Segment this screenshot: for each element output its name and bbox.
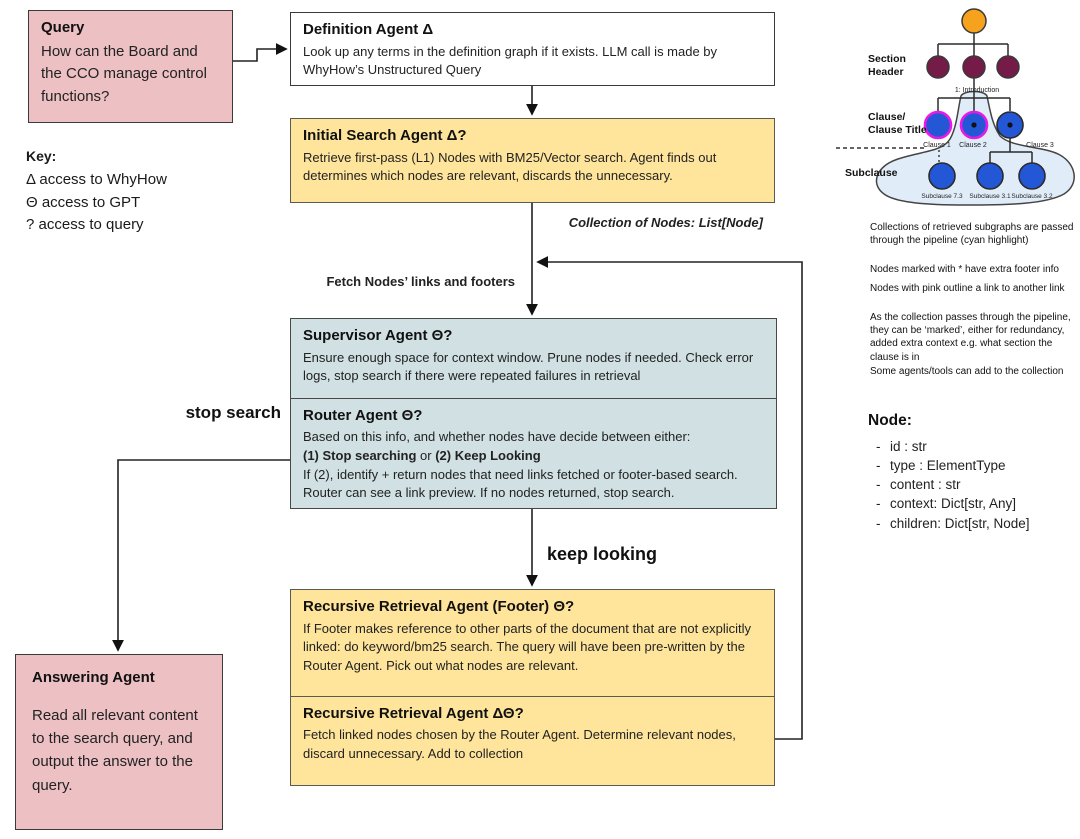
note-pink-outline: Nodes with pink outline a link to another link xyxy=(870,283,1065,294)
key-item-gpt: Θ access to GPT xyxy=(26,193,141,211)
root-node xyxy=(962,9,986,33)
note-agents-add: Some agents/tools can add to the collection xyxy=(870,366,1064,377)
recursive-retrieval-delta-body: Fetch linked nodes chosen by the Router Agent. Determine relevant nodes, discard unnecessary. Add to collection xyxy=(303,727,736,761)
collection-of-nodes-label: Collection of Nodes: List[Node] xyxy=(568,215,763,230)
tree-level-label-subclause: Subclause xyxy=(845,167,898,179)
subclause-node-2 xyxy=(977,163,1003,189)
initial-search-agent-box xyxy=(290,118,775,203)
key-item-query: ? access to query xyxy=(26,216,144,233)
router-agent-options xyxy=(303,447,764,466)
node-field-context-text: context: Dict[str, Any] xyxy=(890,496,1017,512)
router-agent-line1: Based on this info, and whether nodes have decide between either: xyxy=(303,429,691,445)
section-header-node-3 xyxy=(997,56,1019,78)
answering-agent-box xyxy=(15,654,223,830)
section-header-node-1 xyxy=(927,56,949,78)
recursive-retrieval-footer-title: Recursive Retrieval Agent (Footer) Θ? xyxy=(303,598,575,615)
clause-node-2-star-mark xyxy=(971,122,976,127)
supervisor-agent-box xyxy=(290,318,777,399)
initial-search-agent-title: Initial Search Agent Δ? xyxy=(303,127,467,144)
initial-search-agent-body: Retrieve first-pass (L1) Nodes with BM25/Vector search. Agent finds out determines which nodes are relevant, discards the unnecessary. xyxy=(303,149,717,184)
router-option-stop: (1) Stop searching xyxy=(303,447,417,463)
node-field-content xyxy=(868,475,1068,494)
fetch-links-label: Fetch Nodes’ links and footers xyxy=(326,274,515,289)
clause-node-3-star-mark xyxy=(1007,122,1012,127)
keep-looking-label: keep looking xyxy=(547,544,658,564)
node-field-type xyxy=(868,456,1068,475)
bullet-dash: - xyxy=(876,439,881,454)
node-field-context xyxy=(868,494,1068,513)
clause-1-label: Clause 1 xyxy=(923,142,951,149)
note-collections: Collections of retrieved subgraphs are passed through the pipeline (cyan highlight) xyxy=(870,222,1074,247)
subclause-2-label: Subclause 3.1 xyxy=(969,193,1011,200)
arrow-stop-search xyxy=(118,460,290,650)
tree-link-root-sections xyxy=(938,33,1008,56)
answering-agent-title: Answering Agent xyxy=(32,669,155,686)
supervisor-agent-body: Ensure enough space for context window. Prune nodes if needed. Check error logs, stop search if there were repeated failures in retrieval xyxy=(303,349,754,384)
tree-level-label-section-2: Header xyxy=(868,66,904,78)
node-field-id-text: id : str xyxy=(890,439,927,454)
node-field-children xyxy=(868,514,1068,533)
definition-agent-box xyxy=(290,12,775,86)
note-marked-context: As the collection passes through the pipeline, they can be ‘marked’, either for redundancy, added extra context e.g. what section the clause is in xyxy=(870,312,1071,363)
bullet-dash: - xyxy=(876,477,881,493)
tree-link-sections-clauses xyxy=(938,78,1010,111)
tree-level-label-section-1: Section xyxy=(868,53,906,65)
query-title: Query xyxy=(41,19,85,36)
router-agent-title: Router Agent Θ? xyxy=(303,406,423,424)
router-agent-line3: If (2), identify + return nodes that need links fetched or footer-based search. Router can see a link preview. If no nodes returned, stop search. xyxy=(303,466,738,501)
subclause-3-label: Subclause 3.2 xyxy=(1011,193,1053,200)
recursive-retrieval-delta-box xyxy=(290,696,775,786)
recursive-retrieval-delta-title: Recursive Retrieval Agent ΔΘ? xyxy=(303,704,524,722)
definition-agent-title: Definition Agent Δ xyxy=(303,21,434,38)
bullet-dash: - xyxy=(876,496,881,512)
key-title: Key: xyxy=(26,148,57,164)
node-field-id xyxy=(868,437,1068,456)
node-definition-title: Node: xyxy=(868,412,912,429)
bullet-dash: - xyxy=(876,515,881,531)
recursive-retrieval-footer-box xyxy=(290,589,775,697)
supervisor-agent-title: Supervisor Agent Θ? xyxy=(303,327,453,344)
note-star-marked: Nodes marked with * have extra footer info xyxy=(870,264,1059,275)
router-agent-box xyxy=(290,398,777,509)
recursive-retrieval-footer-body: If Footer makes reference to other parts of the document that are not explicitly linked: do keyword/bm25 search. The query will have been pre-written by the Router Agent. Pick out what nodes are relevant. xyxy=(303,620,752,674)
arrow-query-to-definition xyxy=(233,49,286,61)
subgraph-tree xyxy=(836,9,1074,205)
key-item-whyhow: Δ access to WhyHow xyxy=(26,171,167,188)
query-box xyxy=(28,10,233,123)
tree-level-label-clause-1: Clause/ xyxy=(868,111,906,123)
subclause-node-1 xyxy=(929,163,955,189)
stop-search-label: stop search xyxy=(185,403,281,422)
clause-3-label: Clause 3 xyxy=(1026,142,1054,149)
router-option-or: or xyxy=(416,447,436,463)
node-field-type-text: type : ElementType xyxy=(890,458,1006,474)
intro-label: 1: Introduction xyxy=(954,87,1000,94)
section-header-node-2 xyxy=(963,56,985,78)
tree-level-label-clause-2: Clause Title xyxy=(868,124,927,136)
subclause-node-3 xyxy=(1019,163,1045,189)
node-field-children-text: children: Dict[str, Node] xyxy=(890,515,1030,531)
node-definition xyxy=(868,412,1068,533)
clause-2-label: Clause 2 xyxy=(959,142,987,149)
router-option-keep: (2) Keep Looking xyxy=(435,447,541,463)
bullet-dash: - xyxy=(876,458,881,474)
subclause-1-label: Subclause 7.3 xyxy=(921,193,963,200)
clause-node-1-pink-outline xyxy=(925,112,951,138)
node-field-content-text: content : str xyxy=(890,477,961,493)
definition-agent-body: Look up any terms in the definition graph if it exists. LLM call is made by WhyHow’s Unstructured Query xyxy=(303,43,718,78)
query-body: How can the Board and the CCO manage control functions? xyxy=(41,42,207,105)
key-legend xyxy=(26,146,167,237)
answering-agent-body: Read all relevant content to the search query, and output the answer to the query. xyxy=(32,706,198,794)
